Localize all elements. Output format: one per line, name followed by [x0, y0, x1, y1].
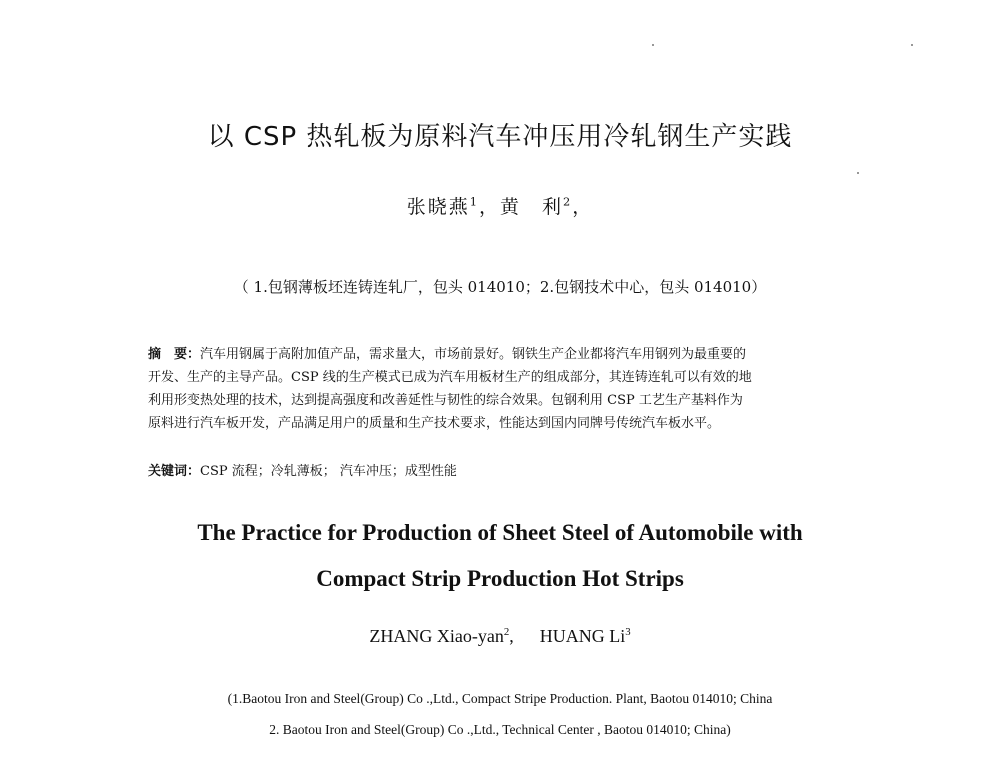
chinese-affiliation: （ 1.包钢薄板坯连铸连轧厂，包头 014010；2.包钢技术中心，包头 014010）: [233, 278, 767, 296]
english-affiliation-line-1: (1.Baotou Iron and Steel(Group) Co .,Ltd., Compact Stripe Production. Plant, Baotou 014010; China: [227, 691, 773, 706]
english-authors: [0, 626, 1000, 647]
author-separator: ，: [478, 196, 500, 218]
scan-speck: [652, 44, 654, 46]
chinese-title: 以 CSP 热轧板为原料汽车冲压用冷轧钢生产实践: [207, 122, 793, 152]
abstract-line: 利用形变热处理的技术，达到提高强度和改善延性与韧性的综合效果。包钢利用 CSP 工艺生产基料作为: [148, 393, 743, 408]
english-title-line-2: Compact Strip Production Hot Strips: [316, 566, 684, 591]
abstract-line: 开发、生产的主导产品。CSP 线的生产模式已成为汽车用板材生产的组成部分，其连铸连轧可以有效的地: [148, 370, 752, 385]
author-affil-mark: 2: [563, 194, 573, 209]
chinese-abstract: [148, 343, 858, 435]
author-name: 黄 利: [500, 196, 564, 218]
english-title-line-1: The Practice for Production of Sheet Steel of Automobile with: [197, 520, 803, 545]
chinese-keywords: [148, 460, 858, 483]
scan-speck: [857, 172, 859, 174]
abstract-line: 原料进行汽车板开发，产品满足用户的质量和生产技术要求，性能达到国内同牌号传统汽车板水平。: [148, 416, 721, 431]
scan-speck: [911, 44, 913, 46]
author-name: 张晓燕: [406, 196, 470, 218]
author-separator: ，: [572, 196, 594, 218]
author-affil-mark: 2: [503, 626, 510, 638]
author-name: ZHANG Xiao-yan: [369, 626, 504, 646]
author-affil-mark: 3: [625, 626, 631, 638]
abstract-label: 摘 要：: [148, 347, 201, 362]
author-separator: ,: [509, 626, 514, 646]
keywords-text: CSP 流程；冷轧薄板； 汽车冲压；成型性能: [200, 464, 457, 479]
author-name: HUANG Li: [539, 626, 626, 646]
chinese-authors: [0, 192, 1000, 219]
keywords-label: 关键词：: [148, 464, 201, 479]
abstract-line: 摘 要：汽车用钢属于高附加值产品，需求量大，市场前景好。钢铁生产企业都将汽车用钢列为最重要的: [148, 347, 747, 362]
english-affiliation-line-2: 2. Baotou Iron and Steel(Group) Co .,Ltd., Technical Center , Baotou 014010; China): [269, 722, 731, 737]
author-affil-mark: 1: [469, 194, 479, 209]
